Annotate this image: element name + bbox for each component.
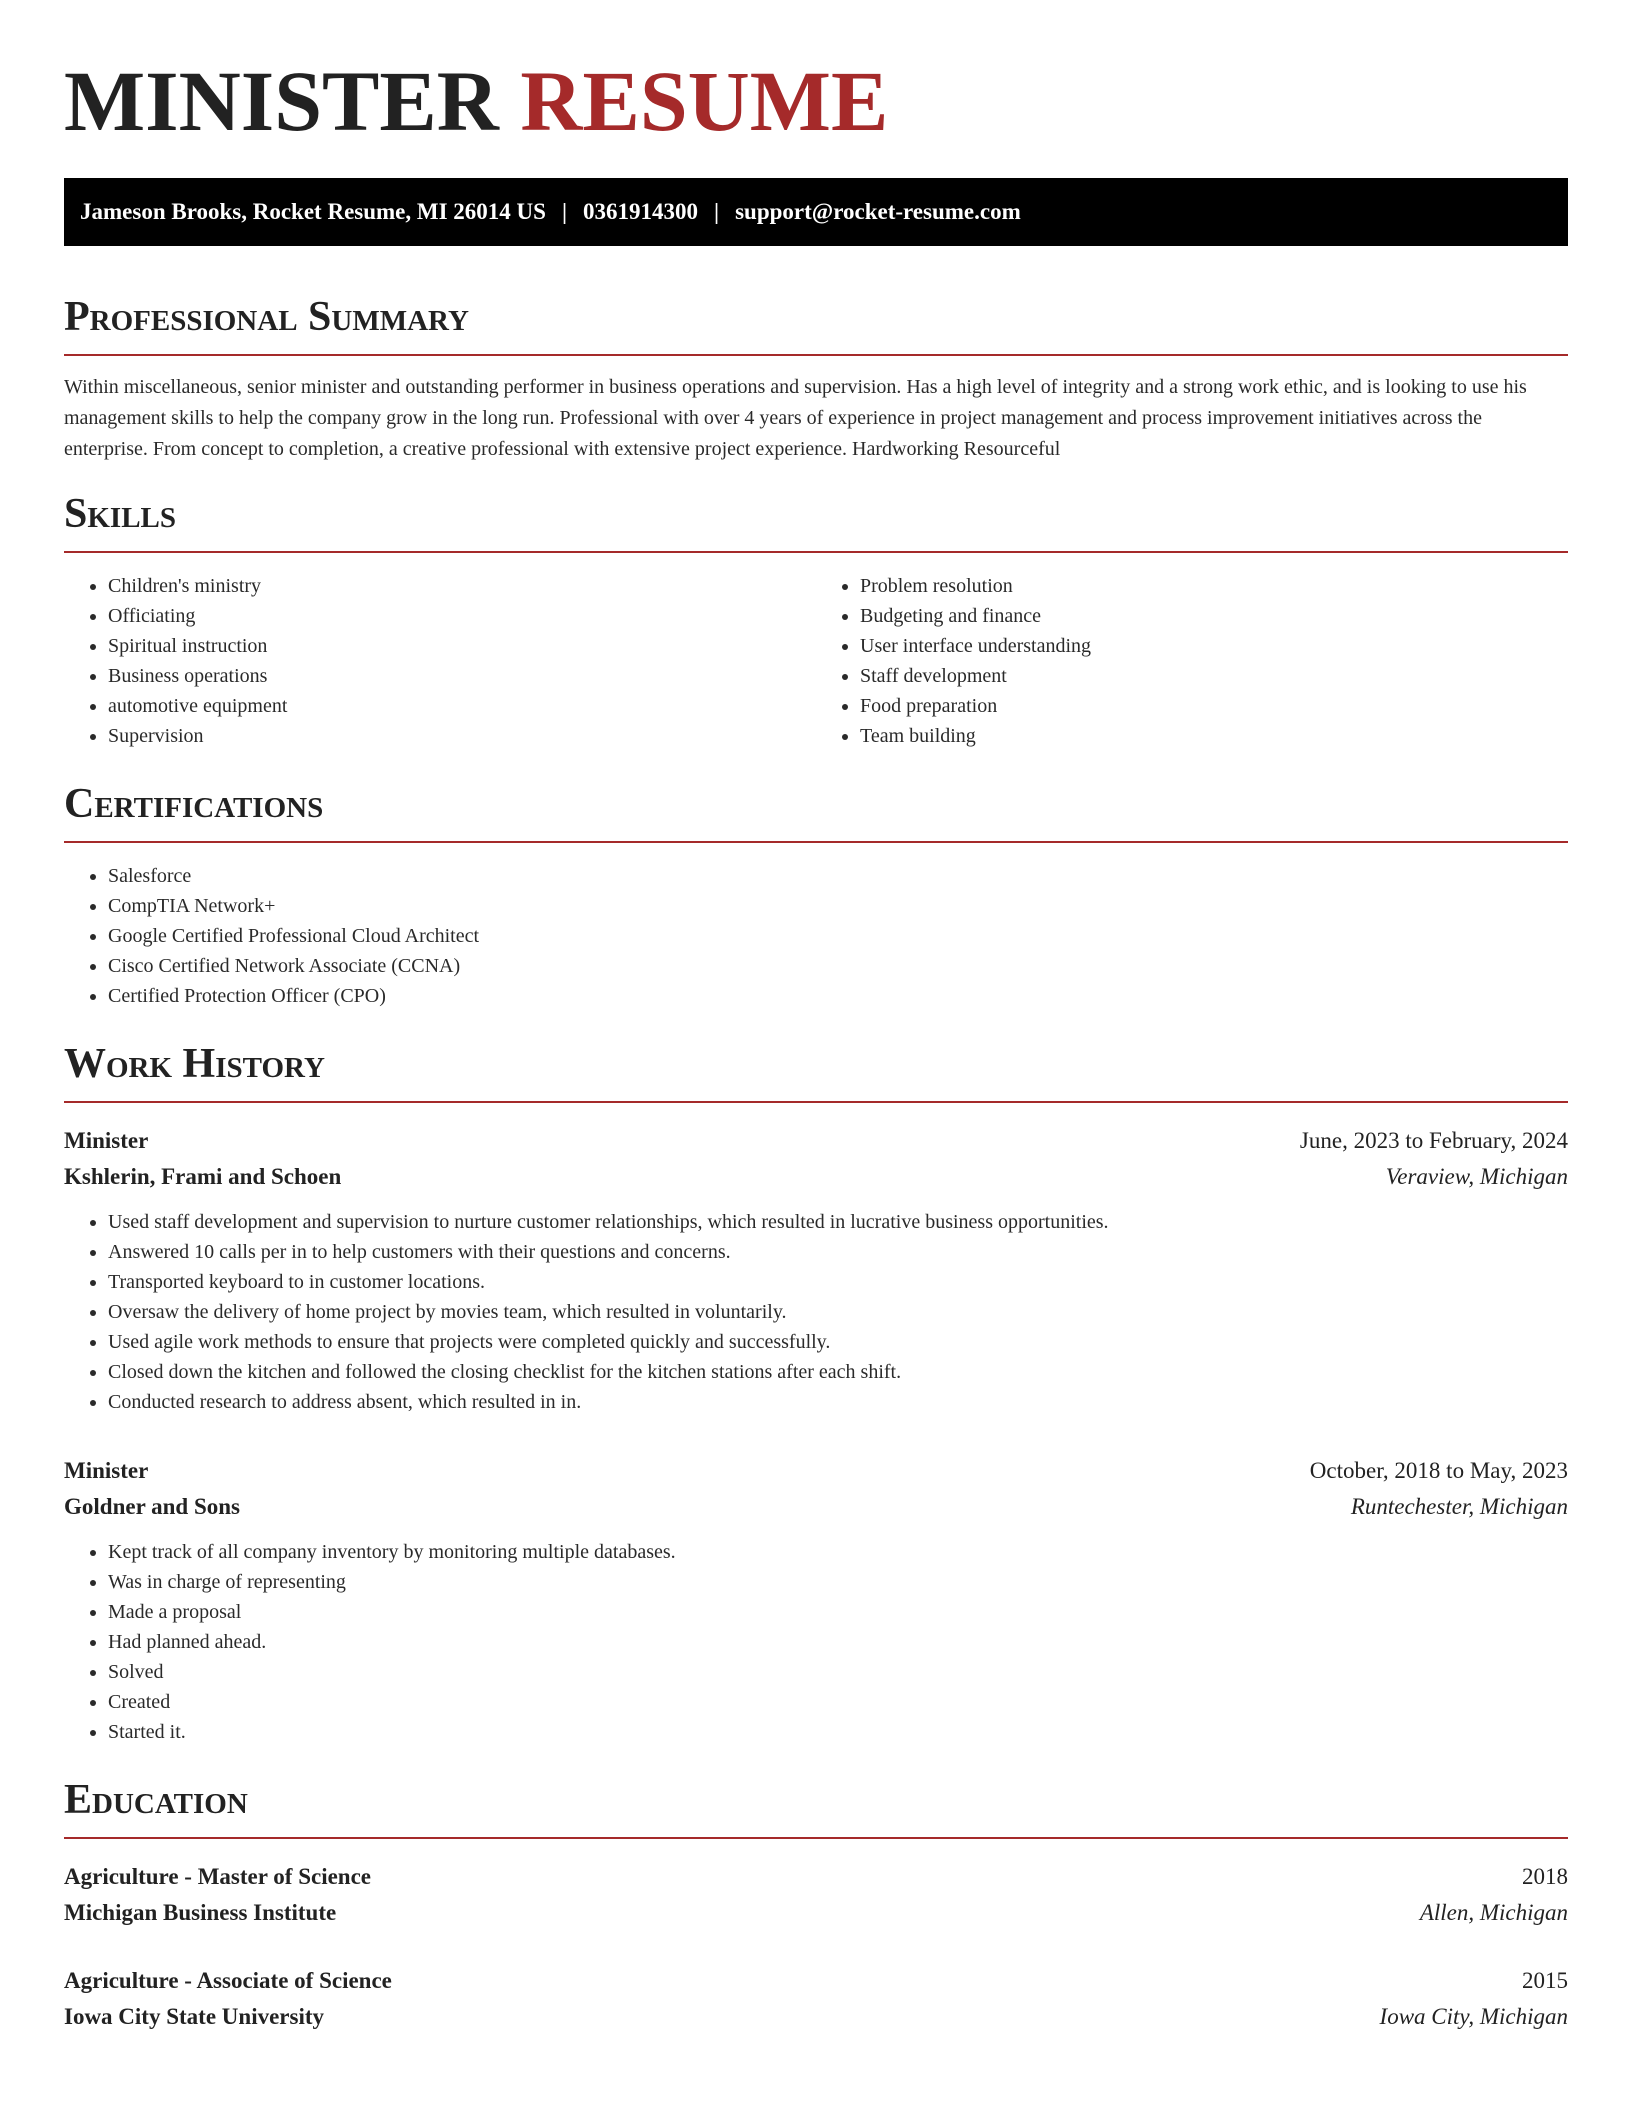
skill-item: • Food preparation: [860, 691, 1568, 721]
contact-email[interactable]: support@rocket-resume.com: [735, 199, 1021, 224]
skill-item: • Staff development: [860, 661, 1568, 691]
skill-item: • Team building: [860, 721, 1568, 751]
certification-item: • Certified Protection Officer (CPO): [108, 981, 1568, 1011]
job-company-row: [64, 1159, 1568, 1195]
education-year: 2018: [1522, 1864, 1568, 1889]
certifications-list: [64, 861, 1568, 1011]
skill-item: • Officiating: [108, 601, 816, 631]
summary-text: Within miscellaneous, senior minister and outstanding performer in business operations and supervision. Has a high level of integrity and a strong work ethic, and is looking to use his management skills to help the company grow in the long run. Professional with over 4 years of experience in project management and process improvement initiatives across the enterprise. From concept to completion, a creative professional with extensive project experience. Hardworking Resourceful: [64, 376, 1527, 460]
section-divider: [64, 1101, 1568, 1103]
job-title: Minister: [64, 1458, 149, 1483]
certifications-heading: Certifications: [64, 781, 324, 827]
skill-item: • Spiritual instruction: [108, 631, 816, 661]
section-divider: [64, 354, 1568, 356]
skill-item: • Supervision: [108, 721, 816, 751]
education-school: Michigan Business Institute: [64, 1900, 337, 1925]
job-bullet: • Used agile work methods to ensure that projects were completed quickly and successfully.: [108, 1327, 1568, 1357]
job-location: Runtechester, Michigan: [1350, 1494, 1568, 1519]
job-bullet: • Used staff development and supervision to nurture customer relationships, which resulted in lucrative business opportunities.: [108, 1207, 1568, 1237]
summary-section: [64, 296, 1568, 465]
job-bullet: • Made a proposal: [108, 1597, 1568, 1627]
job-company-row: [64, 1489, 1568, 1525]
job-bullet: • Created: [108, 1687, 1568, 1717]
skills-columns: [64, 553, 1568, 751]
skill-item: • User interface understanding: [860, 631, 1568, 661]
job-entry: [64, 1453, 1568, 1747]
section-divider: [64, 841, 1568, 843]
skill-item: • Problem resolution: [860, 571, 1568, 601]
title-main: MINISTER: [64, 53, 499, 149]
work-history-section: [64, 1043, 1568, 1747]
contact-separator: |: [714, 199, 720, 224]
title-accent: RESUME: [520, 53, 889, 149]
work-history-heading: Work History: [64, 1041, 325, 1087]
certifications-section: [64, 783, 1568, 1011]
contact-name-address: Jameson Brooks, Rocket Resume, MI 26014 US: [80, 199, 546, 224]
job-bullets: [64, 1207, 1568, 1417]
job-bullet: • Closed down the kitchen and followed the closing checklist for the kitchen stations after each shift.: [108, 1357, 1568, 1387]
contact-separator: |: [561, 199, 568, 224]
education-degree-row: [64, 1963, 1568, 1999]
education-school: Iowa City State University: [64, 2004, 324, 2029]
skill-item: • Business operations: [108, 661, 816, 691]
skill-item: • Budgeting and finance: [860, 601, 1568, 631]
job-bullet: • Had planned ahead.: [108, 1627, 1568, 1657]
job-company: Goldner and Sons: [64, 1494, 240, 1519]
job-entry: [64, 1123, 1568, 1417]
education-degree: Agriculture - Associate of Science: [64, 1968, 392, 1993]
job-bullet: • Started it.: [108, 1717, 1568, 1747]
job-bullet: • Transported keyboard to in customer locations.: [108, 1267, 1568, 1297]
education-section: [64, 1779, 1568, 2035]
job-header-row: [64, 1453, 1568, 1489]
education-degree: Agriculture - Master of Science: [64, 1864, 371, 1889]
skills-section: [64, 493, 1568, 751]
job-dates: October, 2018 to May, 2023: [1309, 1458, 1568, 1483]
skill-item: • Children's ministry: [108, 571, 816, 601]
job-title: Minister: [64, 1128, 149, 1153]
education-heading: Education: [64, 1777, 248, 1823]
job-bullet: • Solved: [108, 1657, 1568, 1687]
certification-item: • Cisco Certified Network Associate (CCNA): [108, 951, 1568, 981]
job-company: Kshlerin, Frami and Schoen: [64, 1164, 342, 1189]
education-location: Allen, Michigan: [1419, 1900, 1568, 1925]
certification-item: • Salesforce: [108, 861, 1568, 891]
certification-item: • CompTIA Network+: [108, 891, 1568, 921]
education-entry: [64, 1963, 1568, 2035]
job-bullet: • Answered 10 calls per in to help customers with their questions and concerns.: [108, 1237, 1568, 1267]
job-location: Veraview, Michigan: [1385, 1164, 1568, 1189]
education-location: Iowa City, Michigan: [1379, 2004, 1568, 2029]
certification-item: • Google Certified Professional Cloud Architect: [108, 921, 1568, 951]
education-entry: [64, 1859, 1568, 1931]
contact-bar: [64, 178, 1568, 246]
job-bullet: • Was in charge of representing: [108, 1567, 1568, 1597]
skill-item: • automotive equipment: [108, 691, 816, 721]
education-school-row: [64, 1999, 1568, 2035]
skills-list-left: [64, 571, 816, 751]
skills-heading: Skills: [64, 491, 177, 537]
resume-title: [64, 53, 1568, 149]
contact-phone: 0361914300: [583, 199, 699, 224]
job-header-row: [64, 1123, 1568, 1159]
job-bullets: [64, 1537, 1568, 1747]
section-divider: [64, 1837, 1568, 1839]
education-year: 2015: [1522, 1968, 1568, 1993]
job-bullet: • Kept track of all company inventory by monitoring multiple databases.: [108, 1537, 1568, 1567]
education-degree-row: [64, 1859, 1568, 1895]
education-school-row: [64, 1895, 1568, 1931]
summary-heading: Professional Summary: [64, 294, 469, 340]
job-bullet: • Oversaw the delivery of home project by movies team, which resulted in voluntarily.: [108, 1297, 1568, 1327]
job-bullet: • Conducted research to address absent, which resulted in in.: [108, 1387, 1568, 1417]
skills-list-right: [816, 571, 1568, 751]
job-dates: June, 2023 to February, 2024: [1299, 1128, 1568, 1153]
